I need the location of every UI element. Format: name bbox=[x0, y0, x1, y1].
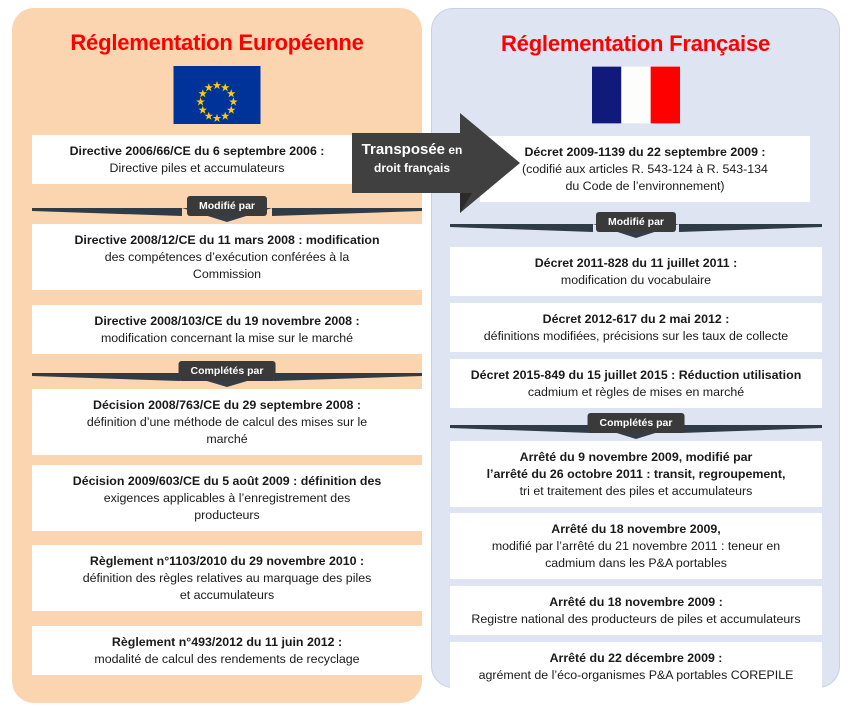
page-title-european: Réglementation Européenne bbox=[70, 30, 364, 55]
list-item-line3: Commission bbox=[192, 266, 262, 281]
banner-label: Modifié par bbox=[187, 196, 267, 216]
list-item-line1: Directive 2006/66/CE du 6 septembre 2006 : bbox=[69, 143, 325, 158]
list-item bbox=[32, 545, 422, 611]
arrow-label-light: en bbox=[445, 143, 463, 157]
list-item-line2: définition des règles relatives au marquage des piles bbox=[82, 570, 372, 585]
list-item-line2: exigences applicables à l’enregistrement des bbox=[103, 490, 351, 505]
list-item bbox=[480, 136, 810, 202]
list-item-line1: Décret 2015-849 du 15 juillet 2015 : Réduction utilisation bbox=[470, 367, 802, 382]
list-item-line1: Décret 2009-1139 du 22 septembre 2009 : bbox=[524, 144, 766, 159]
banner-label: Complétés par bbox=[588, 413, 685, 433]
list-item bbox=[32, 465, 422, 531]
list-item-line2: (codifié aux articles R. 543-124 à R. 543-134 bbox=[522, 161, 768, 176]
list-item bbox=[450, 359, 822, 408]
list-item-line2: Directive piles et accumulateurs bbox=[109, 160, 285, 175]
list-item-line1: Directive 2008/103/CE du 19 novembre 2008 : bbox=[94, 313, 360, 328]
list-item bbox=[450, 247, 822, 296]
list-item-line1: Directive 2008/12/CE du 11 mars 2008 : modification bbox=[74, 232, 380, 247]
list-item-line1: Décision 2009/603/CE du 5 août 2009 : définition des bbox=[72, 473, 382, 488]
list-item bbox=[32, 224, 422, 290]
list-item bbox=[450, 513, 822, 579]
list-item-line1: Arrêté du 22 décembre 2009 : bbox=[549, 650, 723, 665]
banner-label: Modifié par bbox=[596, 212, 676, 232]
transposition-arrow bbox=[352, 113, 520, 220]
list-item bbox=[32, 305, 422, 354]
list-item-line3: et accumulateurs bbox=[179, 587, 275, 602]
list-item-line1: Décision 2008/763/CE du 29 septembre 2008 : bbox=[93, 397, 361, 412]
connector-banner-completed-fr bbox=[450, 413, 822, 439]
list-item-line2: l’arrêté du 26 octobre 2011 : transit, regroupement, bbox=[486, 466, 786, 481]
list-item-line2: cadmium et règles de mises en marché bbox=[527, 384, 745, 399]
list-item-line1: Décret 2011-828 du 11 juillet 2011 : bbox=[534, 255, 738, 270]
list-item bbox=[32, 389, 422, 455]
list-item bbox=[450, 586, 822, 635]
french-regulation-panel bbox=[431, 8, 840, 688]
list-item-line3: du Code de l’environnement) bbox=[565, 178, 725, 193]
arrow-label-line2: droit français bbox=[373, 161, 451, 175]
list-item-line2: modification concernant la mise sur le marché bbox=[100, 330, 354, 345]
eu-flag-icon bbox=[173, 66, 261, 124]
list-item-line3: marché bbox=[206, 431, 248, 446]
right-arrow-icon bbox=[352, 113, 520, 220]
list-item-line2: modifié par l’arrêté du 21 novembre 2011 : teneur en bbox=[491, 538, 781, 553]
list-item bbox=[32, 626, 422, 675]
list-item bbox=[450, 303, 822, 352]
fr-flag-icon bbox=[592, 66, 680, 124]
list-item bbox=[450, 441, 822, 507]
banner-label: Complétés par bbox=[179, 361, 276, 381]
list-item-line2: des compétences d’exécution conférées à la bbox=[104, 249, 350, 264]
list-item-line1: Arrêté du 18 novembre 2009, bbox=[551, 521, 721, 536]
arrow-label-strong: Transposée bbox=[361, 141, 446, 158]
list-item-line1: Règlement n°1103/2010 du 29 novembre 2010 : bbox=[89, 553, 365, 568]
list-item-line2: Registre national des producteurs de piles et accumulateurs bbox=[471, 611, 801, 626]
list-item-line2: définition d’une méthode de calcul des mises sur le bbox=[86, 414, 368, 429]
list-item-line2: modalité de calcul des rendements de recyclage bbox=[94, 651, 360, 666]
list-item-line2: définitions modifiées, précisions sur les taux de collecte bbox=[483, 328, 789, 343]
list-item-line3: tri et traitement des piles et accumulateurs bbox=[519, 483, 753, 498]
list-item bbox=[32, 135, 362, 184]
list-item-line1: Arrêté du 18 novembre 2009 : bbox=[549, 594, 723, 609]
connector-banner-completed-eu bbox=[32, 361, 422, 387]
list-item-line3: producteurs bbox=[194, 507, 260, 522]
list-item-line3: cadmium dans les P&A portables bbox=[545, 555, 727, 570]
list-item bbox=[450, 642, 822, 691]
list-item-line1: Décret 2012-617 du 2 mai 2012 : bbox=[542, 311, 730, 326]
list-item-line2: agrément de l’éco-organismes P&A portables COREPILE bbox=[478, 667, 794, 682]
page-title-french: Réglementation Française bbox=[500, 31, 771, 56]
list-item-line1: Règlement n°493/2012 du 11 juin 2012 : bbox=[111, 634, 343, 649]
list-item-line2: modification du vocabulaire bbox=[560, 272, 712, 287]
list-item-line1: Arrêté du 9 novembre 2009, modifié par bbox=[519, 449, 753, 464]
